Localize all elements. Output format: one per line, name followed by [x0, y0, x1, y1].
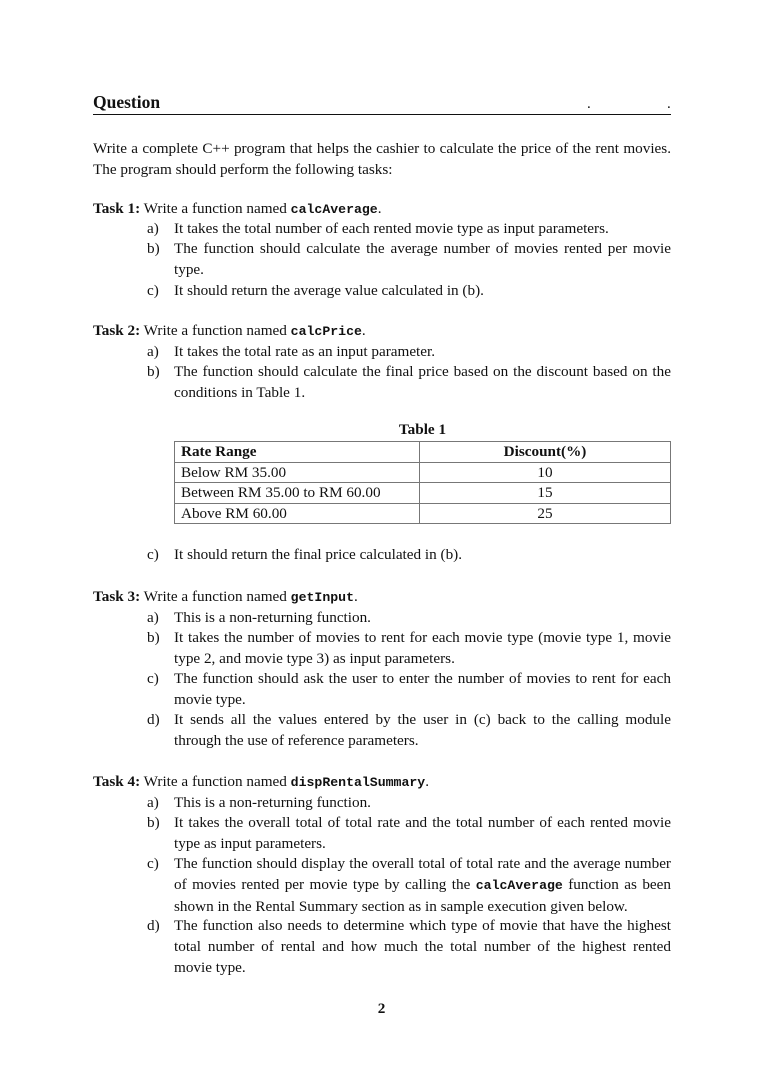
- task-4-item-d: [147, 916, 671, 978]
- task-1-text: Write a function named: [143, 200, 287, 217]
- rate-range-cell: Below RM 35.00: [175, 462, 420, 483]
- task-1-title: [93, 199, 382, 221]
- discount-cell: 10: [420, 462, 671, 483]
- item-text: It should return the final price calculated in (b).: [174, 546, 463, 563]
- task-3-text: Write a function named: [143, 588, 287, 605]
- item-marker: d): [147, 711, 160, 728]
- table-row: [175, 483, 671, 504]
- discount-cell: 25: [420, 503, 671, 524]
- table-row: [175, 462, 671, 483]
- task-4-text: Write a function named: [143, 773, 287, 790]
- item-text: The function also needs to determine which type of movie that have the highest total number of rental and how much the total number of the highest rented movie type.: [174, 917, 671, 976]
- task-3-item-d: [147, 710, 671, 752]
- task-4-period: .: [425, 773, 430, 790]
- task-3-item-c: [147, 669, 671, 711]
- item-marker: a): [147, 609, 159, 626]
- task-1-item-c: [147, 281, 671, 302]
- item-text: It should return the average value calculated in (b).: [174, 282, 484, 299]
- item-marker: c): [147, 282, 159, 299]
- task-4-item-b: [147, 813, 671, 855]
- item-text-before: The function should display the overall total of total rate and the average number of movies rented per movie type by calling the: [174, 855, 671, 893]
- rate-range-cell: Between RM 35.00 to RM 60.00: [175, 483, 420, 504]
- item-marker: a): [147, 794, 159, 811]
- task-4-label: Task 4:: [93, 773, 141, 790]
- item-text: It takes the overall total of total rate and the total number of each rented movie type as input parameters.: [174, 814, 671, 852]
- item-marker: a): [147, 220, 159, 237]
- item-text: It takes the total number of each rented movie type as input parameters.: [174, 220, 609, 237]
- item-marker: a): [147, 343, 159, 360]
- task-1-label: Task 1:: [93, 200, 141, 217]
- task-1-function-name: calcAverage: [290, 202, 378, 217]
- discount-cell: 15: [420, 483, 671, 504]
- item-text: This is a non-returning function.: [174, 609, 371, 626]
- task-3-title: [93, 587, 358, 609]
- task-3-function-name: getInput: [290, 590, 354, 605]
- task-4-item-a: [147, 793, 671, 814]
- task-3-item-a: [147, 608, 671, 629]
- item-marker: d): [147, 917, 160, 934]
- header-rate-range: Rate Range: [175, 442, 420, 463]
- task-2-label: Task 2:: [93, 322, 141, 339]
- question-heading: [93, 92, 671, 115]
- task-2-function-name: calcPrice: [290, 324, 362, 339]
- item-text: This is a non-returning function.: [174, 794, 371, 811]
- rate-range-cell: Above RM 60.00: [175, 503, 420, 524]
- task-4-item-c: [147, 854, 671, 917]
- task-2-item-a: [147, 342, 671, 363]
- item-marker: b): [147, 629, 160, 646]
- task-2-text: Write a function named: [143, 322, 287, 339]
- task-1-item-b: [147, 239, 671, 281]
- heading-dot-1: .: [587, 96, 591, 112]
- item-marker: c): [147, 546, 159, 563]
- calcaverage-code: calcAverage: [475, 877, 563, 893]
- task-2-item-c: [147, 545, 671, 566]
- item-text: The function should calculate the average number of movies rented per movie type.: [174, 240, 671, 278]
- task-3-item-b: [147, 628, 671, 670]
- item-marker: b): [147, 363, 160, 380]
- intro-paragraph: Write a complete C++ program that helps the cashier to calculate the price of the rent movies. The program should perform the following tasks:: [93, 140, 671, 178]
- header-discount: Discount(%): [420, 442, 671, 463]
- table-caption: Table 1: [398, 421, 447, 438]
- task-3-period: .: [353, 588, 358, 605]
- heading-dot-2: .: [667, 96, 671, 112]
- item-marker: c): [147, 855, 159, 872]
- item-text: It takes the number of movies to rent for each movie type (movie type 1, movie type 2, and movie type 3) as input parameters.: [174, 629, 671, 667]
- item-marker: c): [147, 670, 159, 687]
- item-marker: b): [147, 814, 160, 831]
- item-text: It sends all the values entered by the user in (c) back to the calling module through the use of reference parameters.: [174, 711, 671, 749]
- task-1-item-a: [147, 219, 671, 240]
- task-2-title: [93, 321, 366, 343]
- table-row: [175, 503, 671, 524]
- task-4-function-name: dispRentalSummary: [290, 775, 426, 790]
- question-title: Question: [93, 92, 161, 112]
- item-text: It takes the total rate as an input parameter.: [174, 343, 436, 360]
- rate-discount-table: [174, 441, 671, 524]
- task-4-title: [93, 772, 429, 794]
- task-3-label: Task 3:: [93, 588, 141, 605]
- task-1-period: .: [377, 200, 382, 217]
- item-marker: b): [147, 240, 160, 257]
- task-2-item-b: [147, 362, 671, 404]
- item-text: The function should calculate the final price based on the discount based on the conditions in Table 1.: [174, 363, 671, 401]
- item-text-after: function as been shown in the Rental Summary section as in sample execution given below.: [174, 875, 672, 915]
- item-text: [174, 854, 671, 917]
- task-2-period: .: [361, 322, 366, 339]
- table-header-row: [175, 442, 671, 463]
- item-text: The function should ask the user to enter the number of movies to rent for each movie type.: [174, 670, 671, 708]
- page-number: 2: [377, 1000, 386, 1017]
